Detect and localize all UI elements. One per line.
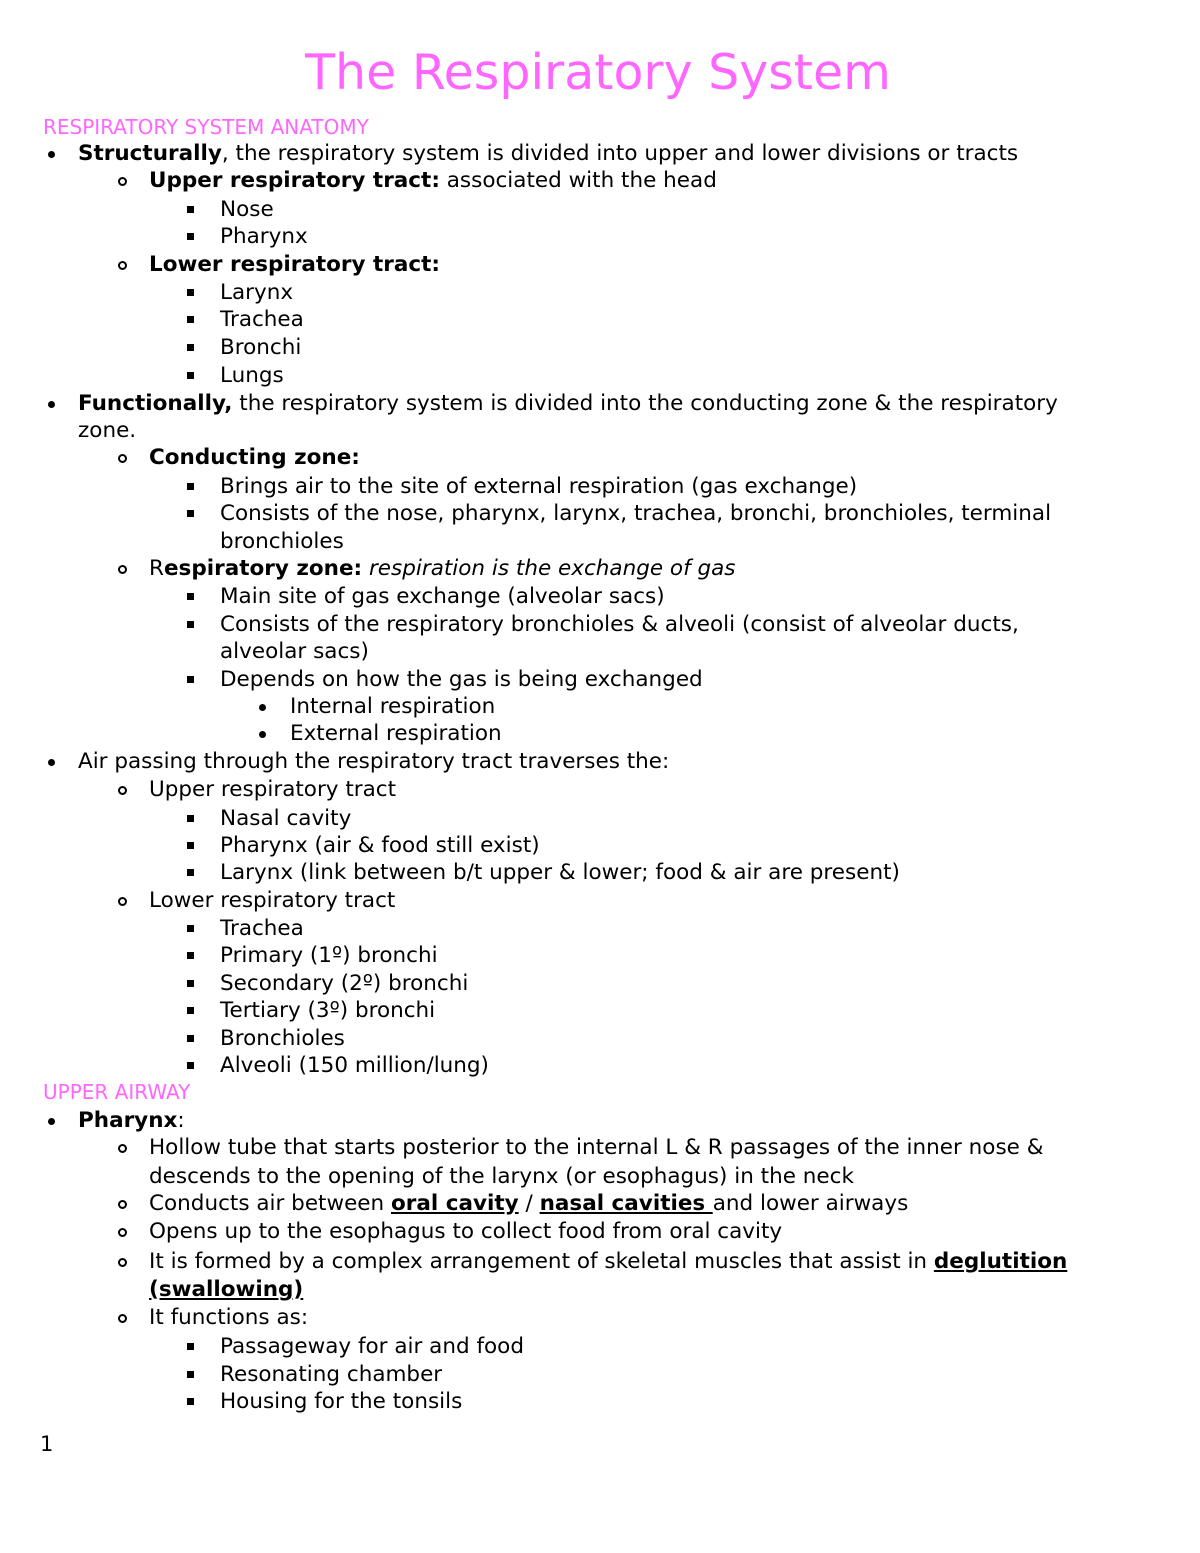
list-item: Conducting zone: [149, 445, 360, 470]
list-item: Lower respiratory tract [149, 888, 396, 913]
list-item: Opens up to the esophagus to collect food from oral cavity [149, 1219, 783, 1244]
list-item: Bronchioles [220, 1026, 345, 1051]
list-item: Main site of gas exchange (alveolar sacs) [220, 584, 665, 609]
list-item: Housing for the tonsils [220, 1389, 463, 1414]
list-item: Depends on how the gas is being exchanged [220, 667, 703, 692]
list-item: Pharynx: [78, 1108, 185, 1133]
list-item: Consists of the respiratory bronchioles & alveoli (consist of alveolar ducts, [220, 612, 1019, 637]
list-item: Pharynx [220, 224, 308, 249]
list-item: Lower respiratory tract: [149, 252, 441, 277]
list-item: Larynx (link between b/t upper & lower; food & air are present) [220, 860, 900, 885]
list-item: Nose [220, 197, 274, 222]
list-item: Upper respiratory tract [149, 777, 397, 802]
list-item: External respiration [290, 721, 502, 746]
list-item: Alveoli (150 million/lung) [220, 1053, 489, 1078]
list-item-continuation: (swallowing) [149, 1277, 304, 1302]
list-item: Air passing through the respiratory tract traverses the: [78, 749, 670, 774]
list-item-continuation: zone. [78, 418, 137, 443]
list-item: Conducts air between oral cavity / nasal cavities and lower airways [149, 1191, 909, 1216]
list-item: It functions as: [149, 1305, 309, 1330]
list-item: Consists of the nose, pharynx, larynx, trachea, bronchi, bronchioles, terminal [220, 501, 1052, 526]
list-item: Larynx [220, 280, 294, 305]
list-item: Tertiary (3º) bronchi [220, 998, 436, 1023]
section-heading-upper-airway: UPPER AIRWAY [43, 1080, 191, 1104]
list-item: Primary (1º) bronchi [220, 943, 438, 968]
list-item: Lungs [220, 363, 284, 388]
list-item: Trachea [220, 307, 304, 332]
list-item: Hollow tube that starts posterior to the internal L & R passages of the inner nose & [149, 1135, 1044, 1160]
page-number: 1 [40, 1432, 54, 1456]
section-heading-anatomy: RESPIRATORY SYSTEM ANATOMY [43, 115, 369, 139]
list-item-continuation: alveolar sacs) [220, 639, 369, 664]
list-item: Upper respiratory tract: associated with the head [149, 168, 717, 193]
list-item: Structurally, the respiratory system is divided into upper and lower divisions or tracts [78, 141, 1019, 166]
list-item: Internal respiration [290, 694, 496, 719]
list-item-continuation: bronchioles [220, 529, 344, 554]
page-title: The Respiratory System [305, 44, 891, 101]
list-item: Functionally, the respiratory system is divided into the conducting zone & the respiratory [78, 391, 1058, 416]
list-item: Trachea [220, 916, 304, 941]
list-item: Passageway for air and food [220, 1334, 524, 1359]
list-item: Secondary (2º) bronchi [220, 971, 469, 996]
list-item: Resonating chamber [220, 1362, 443, 1387]
list-item: Brings air to the site of external respiration (gas exchange) [220, 474, 858, 499]
list-item: Nasal cavity [220, 806, 352, 831]
list-item: Pharynx (air & food still exist) [220, 833, 540, 858]
list-item: It is formed by a complex arrangement of skeletal muscles that assist in deglutition [149, 1249, 1068, 1274]
list-item: Bronchi [220, 335, 302, 360]
list-item-continuation: descends to the opening of the larynx (or esophagus) in the neck [149, 1164, 854, 1189]
list-item: Respiratory zone: respiration is the exchange of gas [149, 556, 736, 581]
